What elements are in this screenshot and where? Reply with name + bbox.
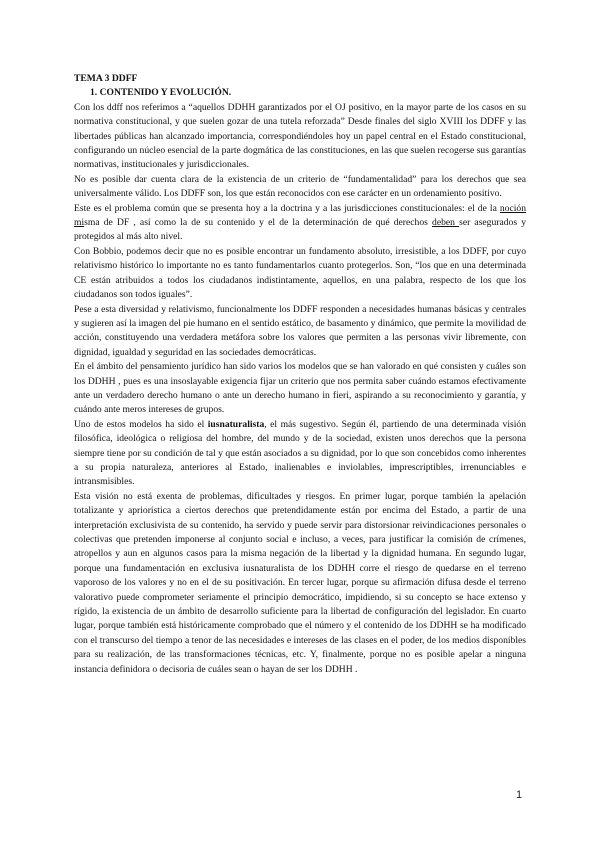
bold-iusnaturalista: iusnaturalista [207,418,265,430]
paragraph-3-text-a: Este es el problema común que se presenta hoy a la doctrina y a las jurisdicciones constitucionales: el de la [74,202,500,214]
section-heading: 1. CONTENIDO Y EVOLUCIÓN. [90,87,232,99]
paragraph-4: Con Bobbio, podemos decir que no es posible encontrar un fundamento absoluto, irresistible, a los DDFF, por cuyo relativismo histórico lo importante no es tanto fundamentarlos cuanto protegerlos. Son, “los que en una determinada CE están atribuidos a todos los ciudadanos indistintamente, aquellos, en una palabra, respecto de los que los ciudadanos son todos iguales”. [74,245,526,301]
document-body [74,72,526,677]
paragraph-3-text-c: ser asegurados y protegidos al más alto nivel. [74,217,527,243]
page-number: 1 [516,789,523,801]
paragraph-3-text-b: sma de DF , así como la de su contenido y el de la determinación de qué derechos [84,217,433,229]
document-title: TEMA 3 DDFF [74,73,138,84]
paragraph-3 [74,202,526,245]
paragraph-2: No es posible dar cuenta clara de la existencia de un criterio de “fundamentalidad” para los derechos que sea universalmente válido. Los DDFF son, los que están reconocidos con ese carácter en un ordenamiento positivo. [74,173,526,200]
paragraph-1: Con los ddff nos referimos a “aquellos DDHH garantizados por el OJ positivo, en la mayor parte de los casos en su normativa constitucional, y que suelen gozar de una tutela reforzada” Desde finales del siglo XVIII los DDFF y las libertades públicas han alcanzado importancia, correspondiéndoles hoy un papel central en el Estado constitucional, configurando un núcleo esencial de la parte dogmática de las constituciones, en las que suelen recogerse sus garantías normativas, institucionales y jurisdiccionales. [74,101,526,171]
paragraph-7-text-b: , el más sugestivo. Según él, partiendo de una determinada visión filosófica, ideológica o religiosa del hombre, del mundo y de la sociedad, existen unos derechos que la persona siempre tiene por su condición de tal y que están asociados a su dignidad, por lo que son concebidos como inherentes a su propia naturaleza, anteriores al Estado, inalienables e inviolables, imprescriptibles, irrenunciables e intransmisibles. [74,418,526,488]
paragraph-7-text-a: Uno de estos modelos ha sido el [74,418,208,430]
underlined-deben: deben [432,217,460,229]
paragraph-6: En el ámbito del pensamiento jurídico han sido varios los modelos que se han valorado en qué consisten y cuáles son los DDHH , pues es una insoslayable exigencia fijar un criterio que nos permita saber cuándo estamos efectivamente ante un verdadero derecho humano o ante un derecho humano in fieri, aspirando a su reconocimiento y garantía, y cuándo ante meros intereses de grupos. [74,361,526,416]
paragraph-7 [74,418,526,490]
paragraph-5: Pese a esta diversidad y relativismo, funcionalmente los DDFF responden a necesidades humanas básicas y centrales y sugieren así la imagen del pie humano en el sentido estático, de basamento y dinámico, que permite la movilidad de acción, constituyendo una verdadera metáfora sobre los valores que permiten a las personas vivir libremente, con dignidad, igualdad y seguridad en las sociedades democráticas. [74,303,526,358]
underlined-notion: noción mi [74,202,526,229]
paragraph-8: Esta visión no está exenta de problemas, dificultades y riesgos. En primer lugar, porque también la apelación totalizante y apriorística a ciertos derechos que pretendidamente están por encima del Estado, a partir de una interpretación exclusivista de su contenido, ha servido y puede servir para distorsionar reivindicaciones personales o colectivas que pretenden imponerse al conjunto social e incluso, a veces, para justificar la comisión de crímenes, atropellos y aun en algunos casos para la misma negación de la libertad y la dignidad humana. En segundo lugar, porque una fundamentación en exclusiva iusnaturalista de los DDHH corre el riesgo de quedarse en el terreno vaporoso de los valores y no en el de su positivación. En tercer lugar, porque su afirmación difusa desde el terreno valorativo puede comprometer seriamente el principio democrático, impidiendo, si su concepto se hace extenso y rígido, la existencia de un ámbito de desarrollo suficiente para la libertad de configuración del legislador. En cuarto lugar, porque también está históricamente comprobado que el número y el contenido de los DDHH se ha modificado con el transcurso del tiempo a tenor de las necesidades e intereses de las clases en el poder, de los medios disponibles para su realización, de las transformaciones técnicas, etc. Y, finalmente, porque no es posible apelar a ninguna instancia definidora o decisoria de cuáles sean o hayan de ser los DDHH . [74,490,526,675]
